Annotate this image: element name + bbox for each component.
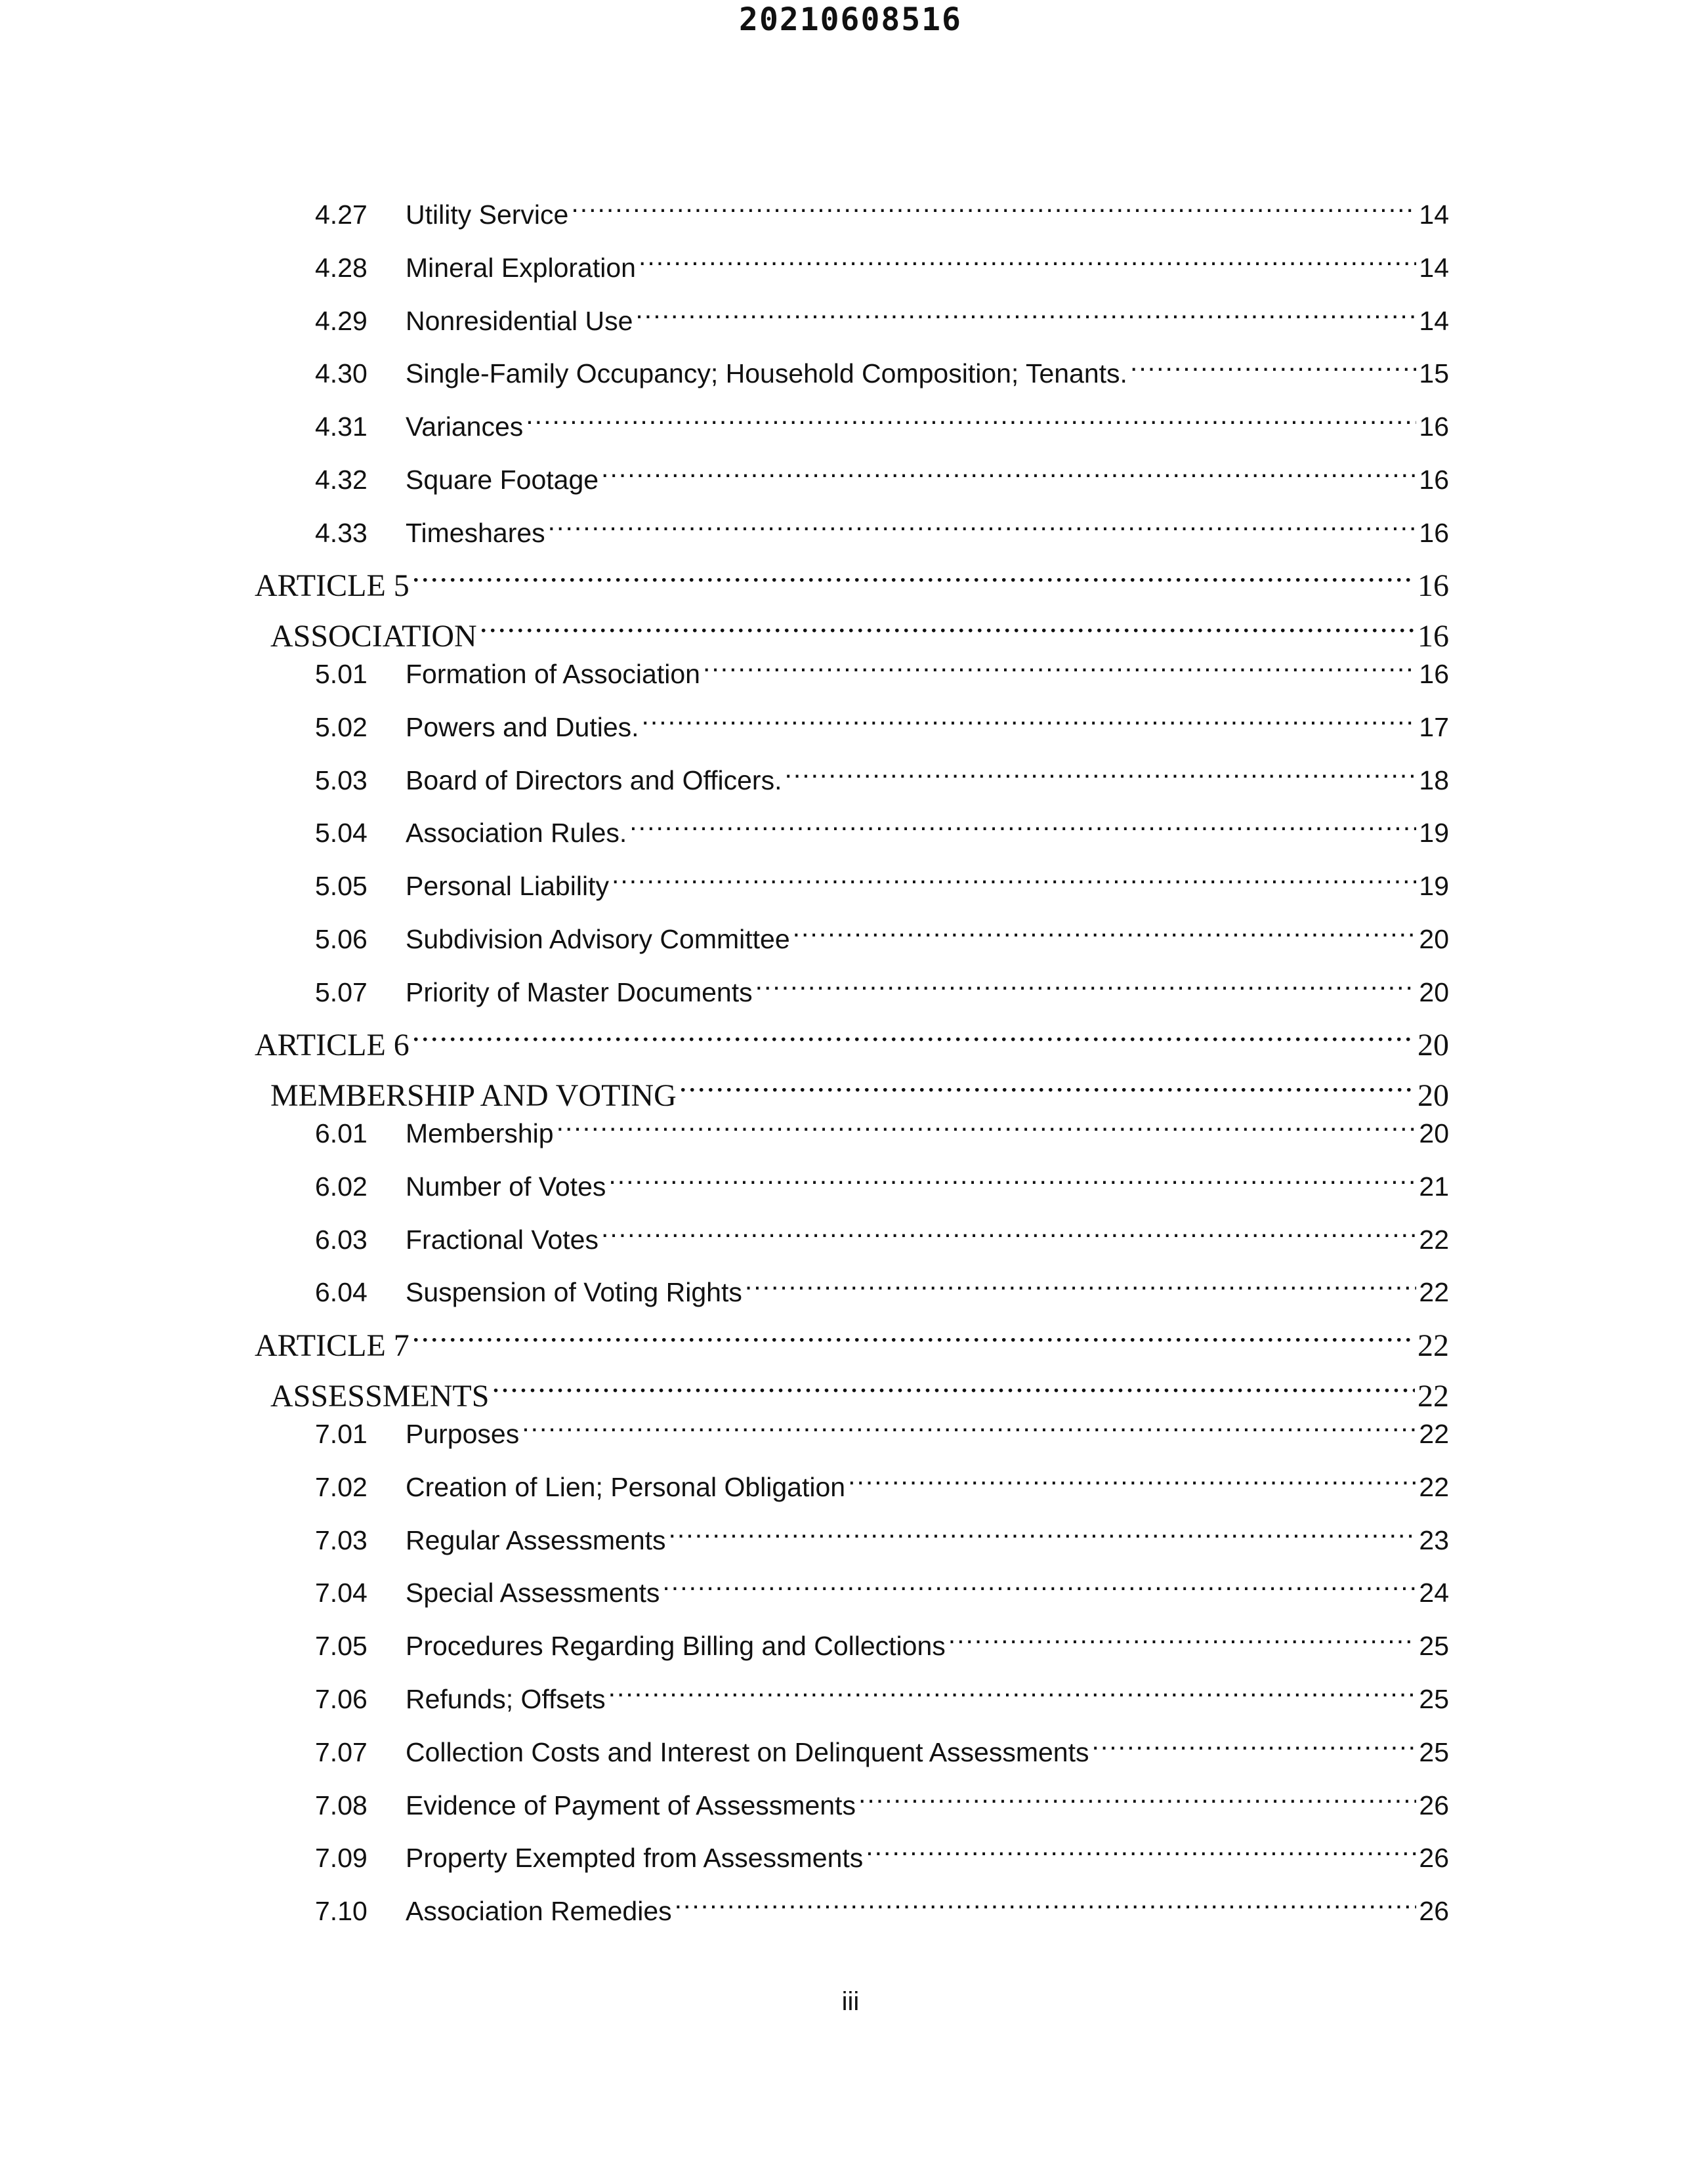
toc-page-number: 15 bbox=[1419, 358, 1449, 388]
toc-page-number: 14 bbox=[1419, 200, 1449, 230]
toc-page-number: 20 bbox=[1419, 924, 1449, 954]
toc-entry-5-07[interactable] bbox=[315, 975, 1449, 1008]
toc-entry-5-02[interactable] bbox=[315, 709, 1449, 743]
dot-leader bbox=[669, 1522, 1417, 1549]
dot-leader bbox=[608, 1681, 1417, 1708]
dot-leader bbox=[866, 1840, 1416, 1867]
toc-article-heading-membership-and-voting[interactable] bbox=[270, 1074, 1449, 1114]
toc-section-number: 7.10 bbox=[315, 1896, 368, 1926]
toc-page-number: 22 bbox=[1419, 1225, 1449, 1255]
toc-section-title: Subdivision Advisory Committee bbox=[406, 924, 790, 954]
toc-entry-4-30[interactable] bbox=[315, 356, 1449, 389]
toc-section-number: 5.03 bbox=[315, 765, 368, 795]
toc-entry-7-02[interactable] bbox=[315, 1469, 1449, 1503]
toc-section-number: 7.01 bbox=[315, 1419, 368, 1449]
toc-page-number: 22 bbox=[1419, 1472, 1449, 1502]
dot-leader bbox=[784, 763, 1416, 789]
dot-leader bbox=[522, 1416, 1416, 1443]
toc-section-title: Nonresidential Use bbox=[406, 306, 633, 336]
dot-leader bbox=[642, 709, 1417, 736]
toc-section-title: Priority of Master Documents bbox=[406, 977, 753, 1007]
toc-page-number: 19 bbox=[1419, 818, 1449, 848]
toc-section-number: 7.03 bbox=[315, 1525, 368, 1555]
toc-section-title: Suspension of Voting Rights bbox=[406, 1277, 742, 1307]
toc-entry-7-07[interactable] bbox=[315, 1734, 1449, 1768]
document-number: 20210608516 bbox=[739, 1, 962, 38]
toc-section-title: Property Exempted from Assessments bbox=[406, 1843, 864, 1873]
toc-page-number: 26 bbox=[1419, 1896, 1449, 1926]
toc-section-number: 7.02 bbox=[315, 1472, 368, 1502]
dot-leader bbox=[675, 1893, 1417, 1920]
dot-leader bbox=[612, 868, 1416, 895]
toc-section-number: 4.32 bbox=[315, 465, 368, 495]
dot-leader bbox=[548, 515, 1417, 542]
toc-page-number: 22 bbox=[1419, 1277, 1449, 1307]
toc-page-number: 20 bbox=[1419, 977, 1449, 1007]
toc-entry-7-09[interactable] bbox=[315, 1840, 1449, 1874]
toc-entry-4-32[interactable] bbox=[315, 462, 1449, 495]
toc-section-number: 5.04 bbox=[315, 818, 368, 848]
toc-section-title: Formation of Association bbox=[406, 659, 700, 689]
toc-section-title: Mineral Exploration bbox=[406, 253, 636, 283]
dot-leader bbox=[412, 564, 1415, 596]
toc-entry-7-01[interactable] bbox=[315, 1416, 1449, 1450]
toc-article-7[interactable] bbox=[255, 1324, 1449, 1364]
toc-entry-7-06[interactable] bbox=[315, 1681, 1449, 1715]
toc-page-number: 25 bbox=[1419, 1737, 1449, 1767]
dot-leader bbox=[601, 462, 1416, 489]
toc-page-number: 25 bbox=[1419, 1631, 1449, 1661]
toc-page-number: 22 bbox=[1419, 1419, 1449, 1449]
toc-section-title: Utility Service bbox=[406, 200, 569, 230]
toc-section-title: Evidence of Payment of Assessments bbox=[406, 1790, 856, 1820]
toc-section-number: 6.01 bbox=[315, 1118, 368, 1148]
toc-section-number: 4.30 bbox=[315, 358, 368, 388]
toc-page-number: 16 bbox=[1419, 411, 1449, 442]
toc-section-title: Special Assessments bbox=[406, 1578, 660, 1608]
toc-section-number: 6.04 bbox=[315, 1277, 368, 1307]
toc-section-number: 7.06 bbox=[315, 1684, 368, 1714]
toc-entry-5-04[interactable] bbox=[315, 815, 1449, 849]
dot-leader bbox=[608, 1169, 1416, 1196]
dot-leader bbox=[556, 1116, 1417, 1143]
toc-entry-6-01[interactable] bbox=[315, 1116, 1449, 1149]
dot-leader bbox=[793, 921, 1417, 948]
toc-page-number: 23 bbox=[1419, 1525, 1449, 1555]
toc-page-number: 14 bbox=[1419, 306, 1449, 336]
dot-leader bbox=[755, 975, 1417, 1001]
toc-section-title: Personal Liability bbox=[406, 871, 609, 901]
toc-section-number: 5.07 bbox=[315, 977, 368, 1007]
toc-section-title: Variances bbox=[406, 411, 524, 442]
dot-leader bbox=[601, 1222, 1416, 1249]
toc-section-number: 5.06 bbox=[315, 924, 368, 954]
dot-leader bbox=[745, 1274, 1417, 1301]
toc-entry-5-01[interactable] bbox=[315, 656, 1449, 690]
toc-page-number: 22 bbox=[1418, 1328, 1449, 1363]
toc-section-title: Association Rules. bbox=[406, 818, 627, 848]
dot-leader bbox=[635, 303, 1416, 330]
toc-article-title: ARTICLE 5 bbox=[255, 568, 410, 603]
toc-page-number: 20 bbox=[1418, 1028, 1449, 1062]
toc-page-number: 21 bbox=[1419, 1171, 1449, 1202]
toc-page-number: 19 bbox=[1419, 871, 1449, 901]
toc-section-title: Square Footage bbox=[406, 465, 599, 495]
toc-section-number: 7.05 bbox=[315, 1631, 368, 1661]
toc-entry-4-29[interactable] bbox=[315, 303, 1449, 337]
toc-entry-5-06[interactable] bbox=[315, 921, 1449, 955]
page-number-footer: iii bbox=[841, 1987, 860, 2016]
toc-section-number: 7.04 bbox=[315, 1578, 368, 1608]
toc-entry-4-31[interactable] bbox=[315, 409, 1449, 442]
toc-section-title: Fractional Votes bbox=[406, 1225, 598, 1255]
toc-entry-7-10[interactable] bbox=[315, 1893, 1449, 1927]
toc-article-5[interactable] bbox=[255, 564, 1449, 604]
toc-entry-7-03[interactable] bbox=[315, 1522, 1449, 1556]
toc-entry-6-03[interactable] bbox=[315, 1222, 1449, 1255]
toc-entry-7-05[interactable] bbox=[315, 1628, 1449, 1662]
toc-page-number: 18 bbox=[1419, 765, 1449, 795]
toc-section-title: Procedures Regarding Billing and Collections bbox=[406, 1631, 946, 1661]
toc-page-number: 17 bbox=[1419, 712, 1449, 742]
toc-entry-5-03[interactable] bbox=[315, 763, 1449, 796]
dot-leader bbox=[848, 1469, 1416, 1496]
toc-section-title: Powers and Duties. bbox=[406, 712, 639, 742]
toc-section-title: Collection Costs and Interest on Delinquent Assessments bbox=[406, 1737, 1089, 1767]
dot-leader bbox=[1130, 356, 1416, 383]
dot-leader bbox=[1092, 1734, 1417, 1761]
toc-section-number: 6.02 bbox=[315, 1171, 368, 1202]
toc-section-title: Timeshares bbox=[406, 518, 545, 548]
dot-leader bbox=[526, 409, 1416, 436]
toc-section-title: Purposes bbox=[406, 1419, 520, 1449]
toc-article-heading: ASSESSMENTS bbox=[270, 1379, 490, 1414]
toc-section-title: Refunds; Offsets bbox=[406, 1684, 606, 1714]
toc-page-number: 14 bbox=[1419, 253, 1449, 283]
toc-article-6[interactable] bbox=[255, 1024, 1449, 1063]
toc-page-number: 16 bbox=[1419, 465, 1449, 495]
dot-leader bbox=[639, 250, 1416, 277]
toc-article-heading: ASSOCIATION bbox=[270, 619, 477, 654]
dot-leader bbox=[571, 197, 1416, 224]
toc-entry-7-08[interactable] bbox=[315, 1788, 1449, 1821]
dot-leader bbox=[662, 1575, 1416, 1602]
toc-entry-5-05[interactable] bbox=[315, 868, 1449, 902]
toc-section-number: 5.01 bbox=[315, 659, 368, 689]
toc-page-number: 25 bbox=[1419, 1684, 1449, 1714]
toc-section-number: 4.33 bbox=[315, 518, 368, 548]
toc-entry-6-02[interactable] bbox=[315, 1169, 1449, 1202]
toc-section-number: 4.31 bbox=[315, 411, 368, 442]
toc-section-number: 5.05 bbox=[315, 871, 368, 901]
toc-section-title: Single-Family Occupancy; Household Composition; Tenants. bbox=[406, 358, 1127, 388]
toc-entry-4-28[interactable] bbox=[315, 250, 1449, 284]
toc-section-number: 4.27 bbox=[315, 200, 368, 230]
toc-page-number: 16 bbox=[1418, 568, 1449, 603]
toc-page-number: 22 bbox=[1418, 1379, 1449, 1414]
toc-article-heading: MEMBERSHIP AND VOTING bbox=[270, 1078, 677, 1113]
toc-entry-6-04[interactable] bbox=[315, 1274, 1449, 1308]
toc-page-number: 24 bbox=[1419, 1578, 1449, 1608]
toc-page-number: 16 bbox=[1419, 659, 1449, 689]
toc-article-title: ARTICLE 7 bbox=[255, 1328, 410, 1363]
toc-entry-4-33[interactable] bbox=[315, 515, 1449, 549]
toc-section-number: 7.09 bbox=[315, 1843, 368, 1873]
toc-section-title: Number of Votes bbox=[406, 1171, 606, 1202]
toc-article-heading-assessments[interactable] bbox=[270, 1375, 1449, 1414]
toc-page-number: 16 bbox=[1419, 518, 1449, 548]
dot-leader bbox=[480, 615, 1415, 646]
toc-page-number: 20 bbox=[1419, 1118, 1449, 1148]
toc-section-title: Membership bbox=[406, 1118, 554, 1148]
toc-article-heading-association[interactable] bbox=[270, 615, 1449, 654]
toc-entry-7-04[interactable] bbox=[315, 1575, 1449, 1608]
dot-leader bbox=[948, 1628, 1417, 1655]
toc-page-number: 20 bbox=[1418, 1078, 1449, 1113]
dot-leader bbox=[679, 1074, 1415, 1106]
toc-section-title: Association Remedies bbox=[406, 1896, 672, 1926]
dot-leader bbox=[492, 1375, 1415, 1406]
toc-section-number: 7.07 bbox=[315, 1737, 368, 1767]
toc-page-number: 16 bbox=[1418, 619, 1449, 654]
toc-page-number: 26 bbox=[1419, 1790, 1449, 1820]
toc-section-title: Regular Assessments bbox=[406, 1525, 666, 1555]
dot-leader bbox=[858, 1788, 1416, 1815]
dot-leader bbox=[412, 1024, 1415, 1055]
toc-section-title: Board of Directors and Officers. bbox=[406, 765, 782, 795]
toc-section-number: 4.29 bbox=[315, 306, 368, 336]
toc-entry-4-27[interactable] bbox=[315, 197, 1449, 230]
toc-article-title: ARTICLE 6 bbox=[255, 1028, 410, 1062]
dot-leader bbox=[703, 656, 1416, 683]
toc-section-number: 4.28 bbox=[315, 253, 368, 283]
toc-page-number: 26 bbox=[1419, 1843, 1449, 1873]
toc-section-title: Creation of Lien; Personal Obligation bbox=[406, 1472, 846, 1502]
toc-section-number: 5.02 bbox=[315, 712, 368, 742]
dot-leader bbox=[629, 815, 1416, 842]
toc-section-number: 6.03 bbox=[315, 1225, 368, 1255]
dot-leader bbox=[412, 1324, 1415, 1356]
toc-section-number: 7.08 bbox=[315, 1790, 368, 1820]
